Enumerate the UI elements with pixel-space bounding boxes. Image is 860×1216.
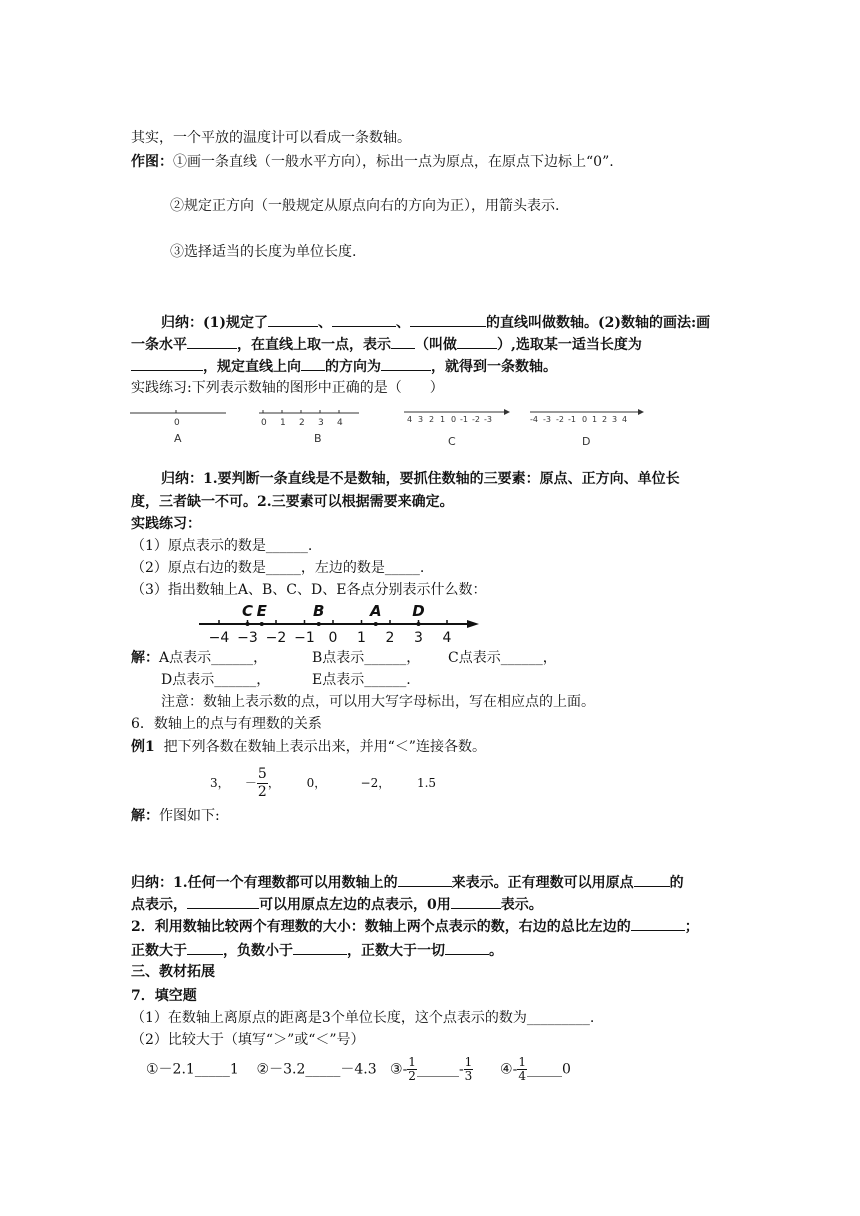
summary3-text: 点表示， [131, 897, 187, 913]
value-neg-sign: － [244, 776, 257, 790]
option-a-label: A [174, 432, 182, 445]
solution-c: C点表示______， [448, 650, 557, 666]
summary3-text: ，正数大于一切 [347, 943, 445, 959]
summary2-line1: 归纳：1.要判断一条直线是不是数轴，要抓住数轴的三要素：原点、正方向、单位长 [161, 471, 680, 487]
fraction-numerator: 5 [257, 766, 267, 782]
option-d-tick: 4 [622, 415, 628, 424]
blank [187, 334, 237, 349]
example1-text: 把下列各数在数轴上表示出来，并用“＜”连接各数。 [163, 739, 486, 755]
option-b-axis [255, 404, 365, 450]
axis-point-label: C [241, 602, 254, 620]
solution2-line [131, 806, 220, 826]
fraction-denominator: 2 [257, 784, 267, 800]
blank [457, 334, 497, 349]
option-c-tick: -2 [472, 415, 480, 424]
example1-label: 例1 [131, 739, 155, 755]
example1-values [210, 766, 436, 801]
blank [268, 312, 318, 327]
solution-line1 [131, 648, 267, 668]
compare-3-blank: ______ [416, 1061, 459, 1078]
fraction-numerator: 1 [408, 1055, 416, 1069]
option-c-tick: 0 [451, 415, 457, 424]
summary3-text: ，负数小于 [223, 943, 293, 959]
summary1-line1 [161, 312, 710, 333]
draw-step1: ①画一条直线（一般水平方向），标出一点为原点，在原点下边标上“0”. [173, 154, 614, 170]
solution-d: D点表示______， [161, 672, 271, 688]
axis-point-b [317, 622, 321, 626]
neg-sign: - [402, 1061, 408, 1078]
option-d-tick: -1 [568, 415, 576, 424]
summary3-text: 来表示。正有理数可以用原点 [451, 875, 634, 891]
option-c-tick: -1 [460, 415, 468, 424]
note-text: 注意：数轴上表示数的点，可以用大写字母标出，写在相应点的上面。 [161, 694, 595, 710]
fraction-1-4 [517, 1056, 527, 1083]
blank [391, 334, 415, 349]
summary1-text: ）,选取某一适当长度为 [497, 337, 642, 353]
q7-heading: 7．填空题 [131, 988, 197, 1004]
summary1-text: （叫做 [415, 337, 457, 353]
fraction-1-3 [464, 1056, 474, 1083]
option-d-tick: 1 [592, 415, 598, 424]
option-c-tick: 1 [440, 415, 446, 424]
fraction-denominator: 3 [464, 1069, 473, 1083]
option-d-tick: 3 [612, 415, 618, 424]
summary3-text: 归纳：1.任何一个有理数都可以用数轴上的 [131, 875, 398, 891]
summary1-text: 、 [396, 315, 410, 331]
draw-label: 作图： [131, 154, 173, 170]
option-c-label: C [448, 435, 456, 448]
fraction-1-2 [407, 1056, 417, 1083]
axis-tick-label: 2 [385, 630, 395, 644]
draw-step3: ③选择适当的长度为单位长度. [170, 244, 357, 260]
summary3-line3 [131, 916, 699, 937]
neg-sign: - [512, 1061, 518, 1078]
solution2-text: 作图如下: [159, 808, 220, 824]
option-a-tick: 0 [174, 418, 180, 428]
axis-point-c [246, 622, 250, 626]
option-b-tick: 2 [299, 418, 305, 428]
intro-text: 其实，一个平放的温度计可以看成一条数轴。 [131, 130, 411, 146]
summary1-text: 、 [318, 315, 332, 331]
option-d-axis [528, 404, 646, 450]
solution-label: 解： [131, 650, 159, 666]
axis-tick-label: −3 [237, 630, 258, 644]
value-neg2: −2， [360, 776, 391, 790]
blank [410, 312, 486, 327]
draw-step2: ②规定正方向（一般规定从原点向右的方向为正），用箭头表示. [170, 198, 560, 214]
option-b-tick: 3 [318, 418, 324, 428]
axis-point-d [417, 622, 421, 626]
example1-line [131, 737, 486, 757]
axis-tick-label: 1 [357, 630, 366, 644]
solution-a: A点表示______， [159, 650, 268, 666]
number-line-main [195, 598, 485, 644]
summary3-text: 的 [669, 875, 684, 891]
option-c-tick: -3 [484, 415, 492, 424]
option-c-tick: 3 [418, 415, 424, 424]
neg-sign: - [458, 1061, 464, 1078]
summary3-line1 [131, 872, 684, 893]
compare-4-label: ④ [500, 1061, 513, 1078]
blank [451, 894, 501, 909]
blank [445, 940, 489, 955]
option-d-tick: 2 [602, 415, 608, 424]
blank [187, 940, 223, 955]
fraction-numerator: 1 [518, 1055, 526, 1069]
blank [131, 356, 203, 371]
section6-heading: 6．数轴上的点与有理数的关系 [131, 716, 322, 732]
solution-e: E点表示______. [312, 672, 411, 688]
practice2-q2: （2）原点右边的数是_____，左边的数是_____. [131, 560, 425, 576]
blank [332, 312, 396, 327]
solution-b: B点表示______， [312, 650, 421, 666]
summary3-text: ； [684, 919, 699, 935]
axis-point-label: E [256, 602, 267, 620]
option-c-axis [402, 404, 512, 450]
summary3-text: 2．利用数轴比较两个有理数的大小：数轴上两个点表示的数，右边的总比左边的 [131, 919, 631, 935]
axis-tick-label: −1 [294, 630, 315, 644]
axis-tick-label: 3 [414, 630, 423, 644]
option-d-tick: -4 [530, 415, 538, 424]
summary3-text: 正数大于 [131, 943, 187, 959]
summary3-text: 可以用原点左边的点表示，0用 [259, 897, 451, 913]
axis-point-label: D [412, 602, 425, 620]
blank [631, 916, 685, 931]
option-b-tick: 0 [261, 418, 267, 428]
axis-tick-label: 4 [442, 630, 452, 644]
value-0: 0， [306, 776, 327, 790]
summary3-text: 表示。 [500, 897, 543, 913]
compare-row [146, 1056, 571, 1083]
q7-item2: （2）比较大于（填写“＞”或“＜”号） [131, 1032, 365, 1048]
option-a-axis [128, 404, 230, 450]
summary1-text: ，在直线上取一点，表示 [237, 337, 391, 353]
blank [398, 872, 452, 887]
option-c-tick: 4 [407, 415, 413, 424]
summary1-text: 一条水平 [131, 337, 187, 353]
practice1-question: 实践练习:下列表示数轴的图形中正确的是（ ） [131, 380, 444, 396]
compare-3-label: ③ [390, 1061, 403, 1078]
axis-point-label: B [313, 602, 325, 620]
summary2-line2: 度，三者缺一不可。2.三要素可以根据需要来确定。 [131, 494, 454, 510]
fraction-5-2 [257, 766, 268, 801]
summary1-text: ，就得到一条数轴。 [431, 359, 557, 375]
blank [634, 872, 670, 887]
practice2-q1: （1）原点表示的数是______. [131, 538, 313, 554]
draw-step1-line [131, 152, 614, 172]
value-comma: ， [267, 776, 280, 790]
value-1-5: 1.5 [416, 776, 437, 790]
practice2-q3: （3）指出数轴上A、B、C、D、E各点分别表示什么数： [131, 582, 487, 598]
summary1-text: 的方向为 [325, 359, 381, 375]
section3-heading: 三、教材拓展 [131, 964, 215, 980]
axis-point-label: A [369, 602, 382, 620]
option-d-tick: 0 [582, 415, 588, 424]
blank [381, 356, 431, 371]
summary3-line4 [131, 940, 503, 961]
summary1-text: 归纳：(1)规定了 [161, 315, 268, 331]
summary1-text: 的直线叫做数轴。(2)数轴的画法:画 [486, 315, 711, 331]
blank [293, 940, 347, 955]
axis-tick-label: −4 [208, 630, 230, 644]
solution2-label: 解： [131, 808, 159, 824]
option-b-label: B [314, 432, 322, 445]
option-d-tick: -2 [556, 415, 564, 424]
option-b-tick: 4 [337, 418, 343, 428]
option-c-tick: 2 [429, 415, 435, 424]
compare-4-blank: _____0 [526, 1061, 571, 1078]
summary3-text: 。 [489, 943, 503, 959]
axis-tick-label: 0 [328, 630, 338, 644]
practice2-title: 实践练习： [131, 516, 201, 532]
axis-point-a [374, 622, 378, 626]
option-b-tick: 1 [280, 418, 286, 428]
compare-1: ①－2.1_____1 [146, 1061, 239, 1078]
fraction-denominator: 2 [408, 1069, 416, 1083]
summary1-line3 [131, 356, 557, 377]
summary1-line2 [131, 334, 642, 355]
option-d-tick: -3 [543, 415, 551, 424]
value-3: 3， [210, 776, 230, 790]
blank [301, 356, 325, 371]
axis-point-e [260, 622, 264, 626]
compare-2: ②－3.2_____－4.3 [256, 1061, 377, 1078]
fraction-denominator: 4 [518, 1069, 526, 1083]
fraction-numerator: 1 [464, 1055, 473, 1069]
option-d-label: D [582, 435, 591, 448]
summary3-line2 [131, 894, 543, 915]
q7-item1: （1）在数轴上离原点的距离是3个单位长度，这个点表示的数为_________. [131, 1010, 595, 1026]
axis-tick-label: −2 [265, 630, 287, 644]
summary1-text: ，规定直线上向 [203, 359, 301, 375]
blank [187, 894, 259, 909]
